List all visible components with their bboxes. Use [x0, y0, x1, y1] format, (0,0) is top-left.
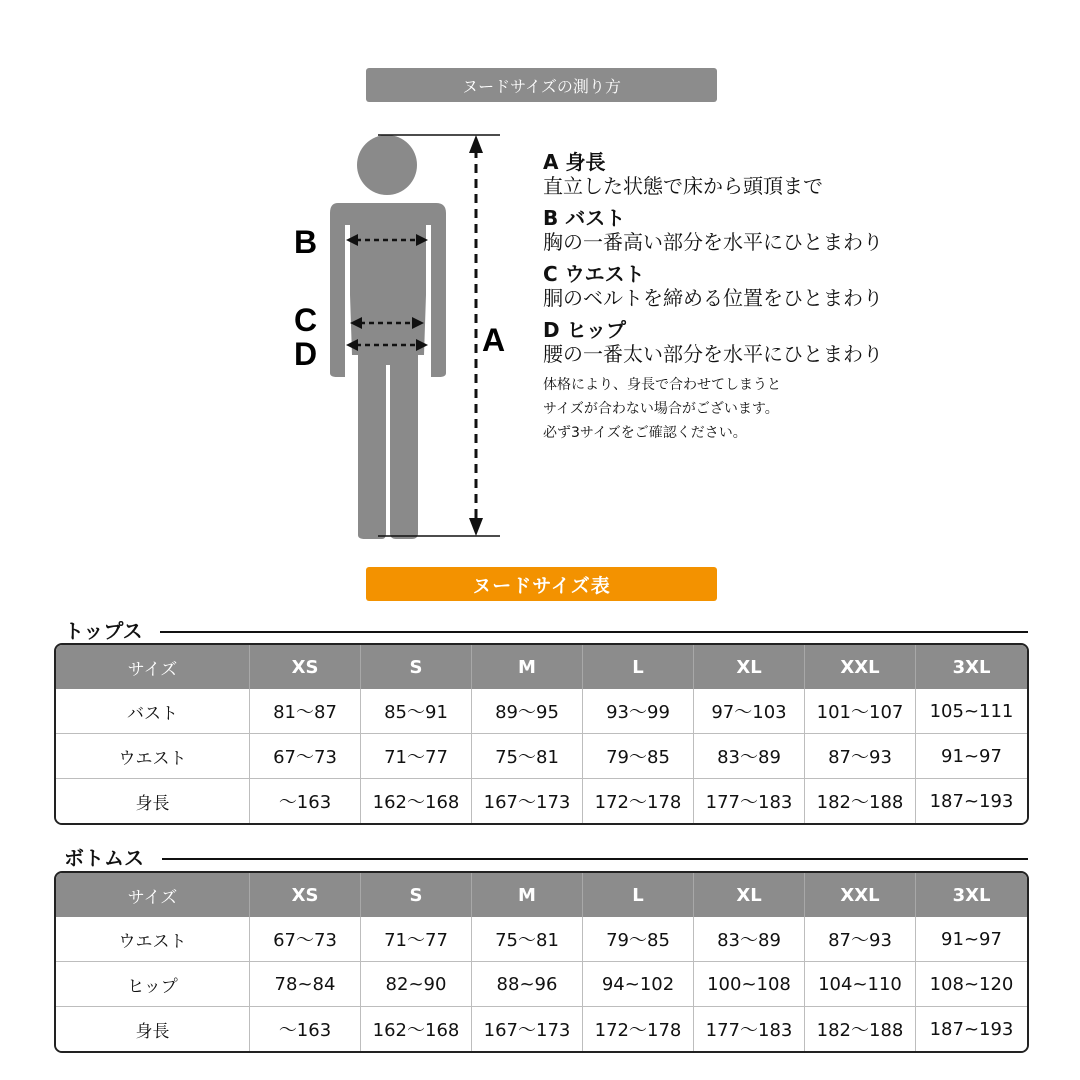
measure-title-banner	[366, 68, 717, 102]
table-header-cell: サイズ	[56, 645, 250, 689]
measurement-descriptions	[543, 150, 963, 446]
bottoms-divider	[162, 858, 1028, 860]
body-figure-diagram	[290, 125, 530, 545]
table-cell: 81～87	[250, 689, 361, 734]
table-header-row	[56, 873, 1027, 917]
label-b: B	[294, 224, 318, 260]
table-row-label: ウエスト	[56, 917, 250, 962]
table-cell: 78~84	[250, 962, 361, 1007]
table-cell: 94~102	[583, 962, 694, 1007]
label-c: C	[294, 302, 318, 338]
table-cell: 162～168	[361, 779, 472, 823]
table-cell: 89～95	[472, 689, 583, 734]
table-header-cell: XL	[694, 645, 805, 689]
table-cell: 172～178	[583, 779, 694, 823]
table-header-row	[56, 645, 1027, 689]
table-cell: 177～183	[694, 779, 805, 823]
size-chart-title: ヌードサイズ表	[472, 574, 611, 597]
table-cell: 172～178	[583, 1007, 694, 1051]
table-cell: 177～183	[694, 1007, 805, 1051]
size-chart-banner	[366, 567, 717, 601]
desc-bust	[543, 206, 963, 255]
desc-title: B バスト	[543, 206, 626, 230]
table-header-cell: 3XL	[916, 873, 1027, 917]
table-row-label: バスト	[56, 689, 250, 734]
table-row-label: ヒップ	[56, 962, 250, 1007]
table-header-cell: XXL	[805, 645, 916, 689]
table-cell: 71～77	[361, 917, 472, 962]
table-header-cell: S	[361, 873, 472, 917]
desc-title: A 身長	[543, 150, 606, 174]
table-cell: 75～81	[472, 917, 583, 962]
human-silhouette-icon	[330, 135, 446, 539]
table-header-cell: S	[361, 645, 472, 689]
desc-text: 胸の一番高い部分を水平にひとまわり	[543, 230, 883, 254]
table-header-cell: L	[583, 645, 694, 689]
table-header-cell: XXL	[805, 873, 916, 917]
table-header-cell: XS	[250, 645, 361, 689]
table-row-label: ウエスト	[56, 734, 250, 779]
table-header-cell: サイズ	[56, 873, 250, 917]
table-row-label: 身長	[56, 779, 250, 823]
table-cell: 182～188	[805, 1007, 916, 1051]
label-d: D	[294, 336, 318, 372]
table-cell: 187~193	[916, 1007, 1027, 1051]
table-row-label: 身長	[56, 1007, 250, 1051]
table-row	[56, 962, 1027, 1007]
table-cell: 85～91	[361, 689, 472, 734]
table-cell: 79～85	[583, 917, 694, 962]
table-row	[56, 1007, 1027, 1051]
note-line: 体格により、身長で合わせてしまうと	[543, 377, 781, 393]
tops-divider	[160, 631, 1028, 633]
table-cell: 101～107	[805, 689, 916, 734]
table-cell: 67～73	[250, 734, 361, 779]
desc-title: D ヒップ	[543, 318, 626, 342]
desc-text: 腰の一番太い部分を水平にひとまわり	[543, 342, 883, 366]
table-header-cell: M	[472, 645, 583, 689]
note-line: 必ず3サイズをご確認ください。	[543, 425, 747, 441]
tops-size-table	[54, 643, 1029, 825]
table-header-cell: XL	[694, 873, 805, 917]
table-cell: 187~193	[916, 779, 1027, 823]
table-cell: 100~108	[694, 962, 805, 1007]
table-row	[56, 689, 1027, 734]
table-cell: 104~110	[805, 962, 916, 1007]
table-cell: 97～103	[694, 689, 805, 734]
table-row	[56, 917, 1027, 962]
table-cell: 108~120	[916, 962, 1027, 1007]
table-cell: 91~97	[916, 734, 1027, 779]
label-a: A	[482, 322, 506, 358]
bottoms-heading: ボトムス	[64, 846, 144, 870]
desc-waist	[543, 262, 963, 311]
table-cell: 75～81	[472, 734, 583, 779]
table-header-cell: L	[583, 873, 694, 917]
desc-title: C ウエスト	[543, 262, 645, 286]
table-cell: ～163	[250, 779, 361, 823]
table-header-cell: XS	[250, 873, 361, 917]
desc-text: 胴のベルトを締める位置をひとまわり	[543, 286, 883, 310]
table-header-cell: M	[472, 873, 583, 917]
table-cell: 182～188	[805, 779, 916, 823]
table-cell: 167～173	[472, 1007, 583, 1051]
tops-heading: トップス	[64, 619, 143, 643]
desc-height	[543, 150, 963, 199]
table-cell: 67～73	[250, 917, 361, 962]
note-line: サイズが合わない場合がございます。	[543, 401, 779, 417]
table-cell: 79～85	[583, 734, 694, 779]
table-cell: ～163	[250, 1007, 361, 1051]
table-cell: 87～93	[805, 734, 916, 779]
bottoms-size-table	[54, 871, 1029, 1053]
table-cell: 93～99	[583, 689, 694, 734]
desc-hip	[543, 318, 963, 367]
table-cell: 91~97	[916, 917, 1027, 962]
table-cell: 83～89	[694, 734, 805, 779]
table-cell: 88~96	[472, 962, 583, 1007]
table-header-cell: 3XL	[916, 645, 1027, 689]
table-row	[56, 779, 1027, 823]
desc-text: 直立した状態で床から頭頂まで	[543, 174, 823, 198]
measure-title: ヌードサイズの測り方	[462, 76, 621, 96]
table-cell: 87～93	[805, 917, 916, 962]
table-cell: 167～173	[472, 779, 583, 823]
table-cell: 71～77	[361, 734, 472, 779]
table-row	[56, 734, 1027, 779]
table-cell: 83～89	[694, 917, 805, 962]
table-cell: 105~111	[916, 689, 1027, 734]
table-cell: 82~90	[361, 962, 472, 1007]
table-cell: 162～168	[361, 1007, 472, 1051]
